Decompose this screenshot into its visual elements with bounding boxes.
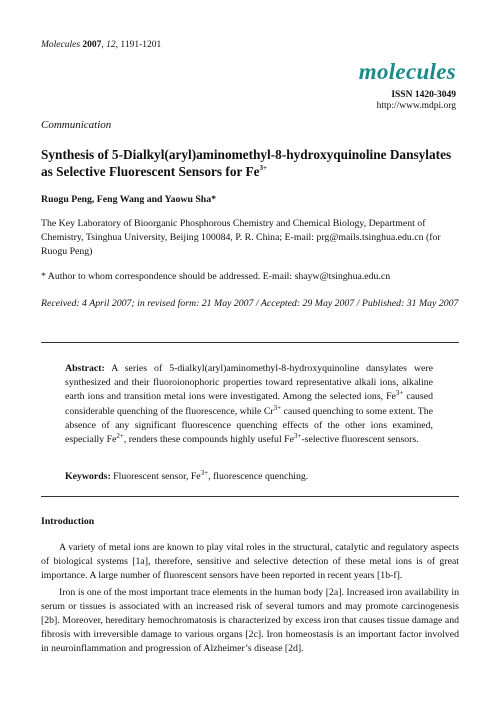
keywords-text-1: Fluorescent sensor, Fe — [110, 471, 201, 482]
issn: ISSN 1420-3049 — [391, 90, 456, 100]
journal-url[interactable]: http://www.mdpi.org — [376, 101, 456, 111]
journal-volume: 12 — [106, 40, 116, 50]
intro-paragraph-1: A variety of metal ions are known to play vital roles in the structural, catalytic and regulatory aspects of biological systems [1a], therefore, sensitive and selective detection of these metal ions is of great importance. A large number of fluorescent sensors have been reported in recent years [1b-f]. — [41, 542, 459, 582]
abstract-sup-4: 3+ — [293, 432, 302, 441]
abstract-sup-2: 3+ — [273, 403, 282, 412]
affiliation: The Key Laboratory of Bioorganic Phosphorous Chemistry and Chemical Biology, Department of Chemistry, Tsinghua University, Beijing 100084, P. R. China; E-mail: prg@mails.tsinghua.edu.cn (for Ruogu Peng) — [41, 218, 441, 257]
abstract-sup-1: 3+ — [395, 389, 404, 398]
abstract-text-3: caused quenching to some extent. The absence of any significant fluorescence quenching effects of the other ions examined, especially Fe — [65, 405, 434, 446]
journal-name: Molecules — [41, 40, 81, 50]
keywords-label: Keywords: — [65, 471, 111, 482]
divider-bottom — [41, 496, 459, 497]
correspondence-note: * Author to whom correspondence should be addressed. E-mail: shayw@tsinghua.edu.cn — [41, 271, 391, 282]
title-superscript: 3+ — [259, 164, 267, 172]
abstract-text-5: -selective fluorescent sensors. — [301, 434, 419, 446]
article-type: Communication — [41, 119, 112, 131]
abstract-label: Abstract: — [65, 363, 105, 374]
abstract-sup-3: 2+ — [116, 432, 124, 441]
keywords-text-2: , fluorescence quenching. — [208, 471, 309, 482]
publication-dates: Received: 4 April 2007; in revised form: 21 May 2007 / Accepted: 29 May 2007 / Published: 31 May 2007 — [41, 298, 459, 309]
journal-pages: , 1191-1201 — [115, 40, 162, 50]
abstract-text-4: , renders these compounds highly useful Fe — [123, 434, 294, 446]
journal-logo: molecules — [358, 59, 456, 84]
keywords — [65, 471, 433, 482]
abstract-text-1: A series of 5-dialkyl(aryl)aminomethyl-8-hydroxyquinoline dansylates were synthesized and their fluoroionophoric properties toward representative alkali ions, alkaline earth ions and transition metal ions were investigated. Among the selected ions, Fe — [65, 363, 433, 403]
keywords-sup: 3+ — [200, 469, 209, 477]
intro-paragraph-2: Iron is one of the most important trace elements in the human body [2a]. Increased iron availability in serum or tissues is associated with an increased risk of several tumors and may promote carcinogenesis [2b]. Moreover, hereditary hemochromatosis is characterized by excess iron that causes tissue damage and fibrosis with irreversible damage to various organs [2c]. Iron homeostasis is an important factor involved in neuroinflammation and progression of Alzheimer’s disease [2d]. — [41, 586, 459, 655]
journal-citation: Molecules 2007, 12, 1191-1201 — [41, 40, 162, 50]
abstract — [65, 362, 433, 447]
introduction-body — [41, 541, 459, 657]
journal-year: 2007 — [82, 40, 102, 50]
article-title — [41, 146, 461, 180]
title-text: Synthesis of 5-Dialkyl(aryl)aminomethyl-8-hydroxyquinoline Dansylates as Selective Fluorescent Sensors for Fe — [41, 147, 452, 179]
abstract-text-2: caused considerable quenching of the fluorescence, while Cr — [65, 391, 433, 417]
divider-top — [41, 342, 459, 343]
author-list: Ruogu Peng, Feng Wang and Yaowu Sha* — [41, 194, 217, 205]
introduction-heading: Introduction — [41, 516, 95, 527]
